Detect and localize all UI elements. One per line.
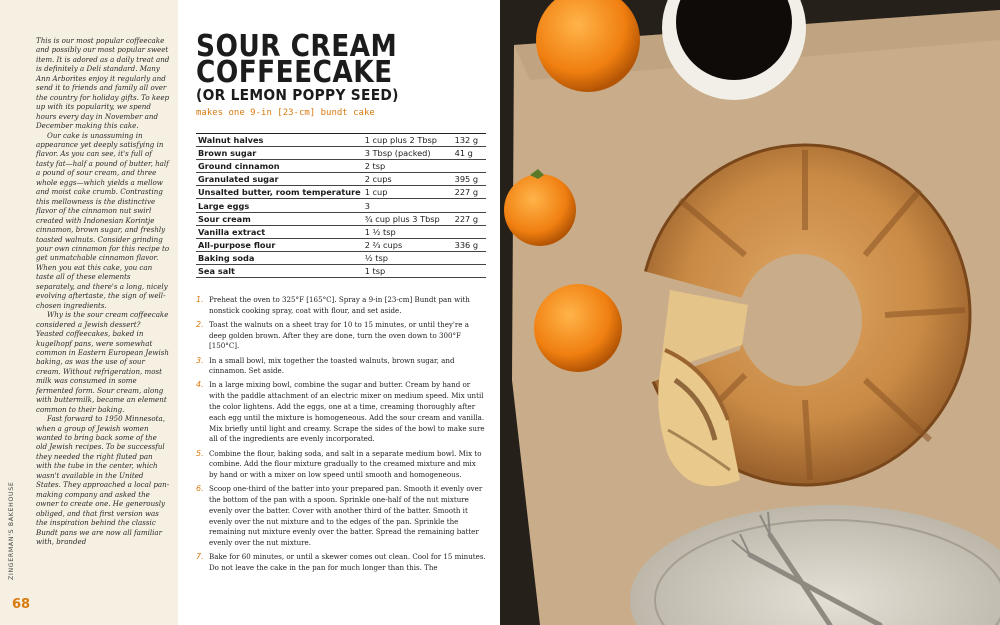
ingredient-weight: 227 g	[454, 213, 479, 224]
ingredient-quantity: ½ tsp	[364, 252, 388, 263]
ingredient-weight	[453, 160, 486, 173]
step-number: 7.	[196, 552, 204, 562]
ingredient-name: Vanilla extract	[198, 226, 266, 237]
ingredients-table	[196, 133, 486, 278]
ingredient-name: Large eggs	[198, 200, 250, 211]
step-item	[196, 356, 486, 378]
ingredient-row	[196, 199, 486, 212]
orange-middle-icon	[504, 174, 576, 246]
ingredient-name: Sea salt	[198, 265, 235, 276]
step-item	[196, 320, 486, 352]
intro-paragraph-3: Why is the sour cream coffeecake considered a Jewish dessert? Yeasted coffeecakes, baked in kugelhopf pans, were somewhat common in Eastern European Jewish baking, as was the use of sour cream. Without refrigeration, most milk was consumed in some fermented form. Sour cream, along with buttermilk, became an element common to their baking.	[36, 310, 169, 414]
recipe-yield: makes one 9-in [23-cm] bundt cake	[196, 108, 375, 118]
sidebar-intro-text	[36, 36, 170, 546]
ingredient-row	[196, 134, 486, 147]
step-item	[196, 484, 486, 549]
ingredient-name: Baking soda	[198, 252, 255, 263]
recipe-title	[196, 29, 460, 90]
ingredient-row	[196, 173, 486, 186]
ingredient-row	[196, 251, 486, 264]
ingredient-row	[196, 264, 486, 277]
ingredient-quantity: 3 Tbsp (packed)	[364, 148, 431, 159]
step-item	[196, 449, 486, 481]
ingredient-quantity: 2 cups	[364, 174, 392, 185]
ingredient-weight: 227 g	[454, 187, 479, 198]
step-number: 5.	[196, 448, 204, 458]
step-text: Bake for 60 minutes, or until a skewer comes out clean. Cool for 15 minutes. Do not leave the cake in the pan for much longer than this. The	[209, 552, 486, 573]
step-text: In a small bowl, mix together the toasted walnuts, brown sugar, and cinnamon. Set aside.	[209, 355, 455, 376]
coffeecake-photo-illustration	[500, 0, 1000, 625]
ingredient-quantity: 1 cup plus 2 Tbsp	[364, 135, 438, 146]
step-item	[196, 552, 486, 574]
intro-paragraph-2: Our cake is unassuming in appearance yet deeply satisfying in flavor. As you can see, it's full of tasty fat—half a pound of butter, half a pound of sour cream, and three whole eggs—which yields a mellow and moist cake crumb. Contrasting this mellowness is the distinctive flavor of the cinnamon nut swirl created with Indonesian Korintje cinnamon, brown sugar, and freshly toasted walnuts. Consider grinding your own cinnamon for this recipe to get unmatchable cinnamon flavor. When you eat this cake, you can taste all of these elements separately, and there's a long, nicely evolving aftertaste, the sign of well-chosen ingredients.	[36, 130, 170, 310]
ingredient-weight: 41 g	[454, 148, 473, 159]
recipe-title-line-1: SOUR CREAM	[196, 29, 398, 64]
recipe-title-line-2: COFFEECAKE	[196, 55, 393, 90]
ingredient-quantity: 1 ½ tsp	[364, 226, 396, 237]
orange-bottom-icon	[534, 284, 622, 372]
ingredient-row	[196, 186, 486, 199]
intro-paragraph-1: This is our most popular coffeecake and possibly our most popular sweet item. It is adored as a daily treat and is definitely a Deli standard. Many Ann Arborites enjoy it regularly and send it to friends and family all over the country for holiday gifts. To keep up with its popularity, we spend hours every day in November and December making this cake.	[36, 36, 170, 131]
page-number: 68	[12, 597, 31, 612]
ingredient-name: Walnut halves	[198, 135, 264, 146]
ingredient-quantity: 3	[364, 200, 370, 211]
recipe-steps	[196, 295, 486, 577]
ingredient-quantity: 1 tsp	[364, 265, 386, 276]
step-text: Combine the flour, baking soda, and salt in a separate medium bowl. Mix to combine. Add the flour mixture gradually to the creamed mixture and mix by hand or with a mixer on low speed until smooth and homogeneous.	[209, 448, 482, 480]
ingredient-row	[196, 238, 486, 251]
coffeecake-photo	[500, 0, 1000, 625]
step-item	[196, 295, 486, 317]
ingredient-row	[196, 225, 486, 238]
ingredient-name: Unsalted butter, room temperature	[198, 187, 361, 198]
step-number: 3.	[196, 355, 204, 365]
ingredient-name: Ground cinnamon	[198, 161, 280, 172]
ingredient-weight	[453, 264, 486, 277]
ingredient-weight: 336 g	[454, 239, 479, 250]
ingredient-quantity: 2 tsp	[364, 161, 386, 172]
ingredient-weight	[453, 225, 486, 238]
step-number: 6.	[196, 484, 204, 494]
ingredient-weight: 132 g	[454, 135, 479, 146]
step-text: Toast the walnuts on a sheet tray for 10 to 15 minutes, or until they're a deep golden brown. After they are done, turn the oven down to 300°F [150°C].	[209, 319, 469, 351]
ingredient-weight: 395 g	[454, 174, 479, 185]
step-text: Scoop one-third of the batter into your prepared pan. Smooth it evenly over the bottom of the pan with a spoon. Sprinkle one-half of the nut mixture evenly over the batter. Cover with another third of the batter. Smooth it evenly over the nut mixture and to the edges of the pan. Sprinkle the remaining nut mixture evenly over the batter. Spread the remaining batter evenly over the nut mixture.	[209, 484, 483, 548]
recipe-subtitle: (OR LEMON POPPY SEED)	[196, 86, 399, 104]
ingredient-weight	[453, 199, 486, 212]
ingredient-quantity: 2 ⅔ cups	[364, 239, 403, 250]
ingredient-name: Brown sugar	[198, 148, 257, 159]
step-number: 2.	[196, 319, 204, 329]
ingredient-row	[196, 147, 486, 160]
ingredient-row	[196, 160, 486, 173]
step-text: In a large mixing bowl, combine the sugar and butter. Cream by hand or with the paddle attachment of an electric mixer on medium speed. Mix until the color lightens. Add the eggs, one at a time, creaming thoroughly after each egg until the mixture is homogeneous. Add the sour cream and vanilla. Mix briefly until light and creamy. Scrape the sides of the bowl to make sure all of the ingredients are evenly incorporated.	[209, 380, 485, 444]
ingredient-name: All-purpose flour	[198, 239, 276, 250]
ingredient-row	[196, 212, 486, 225]
ingredient-name: Granulated sugar	[198, 174, 279, 185]
step-number: 1.	[196, 295, 204, 304]
book-spine-title: ZINGERMAN'S BAKEHOUSE	[8, 481, 15, 580]
step-number: 4.	[196, 380, 204, 390]
ingredients-table-body	[196, 134, 486, 278]
ingredient-name: Sour cream	[198, 213, 251, 224]
ingredient-quantity: 1 cup	[364, 187, 388, 198]
ingredient-weight	[453, 251, 486, 264]
step-item	[196, 380, 486, 445]
ingredient-quantity: ¾ cup plus 3 Tbsp	[364, 213, 440, 224]
intro-paragraph-4: Fast forward to 1950 Minnesota, when a group of Jewish women wanted to bring back some of the old Jewish recipes. To be successful they needed the right fluted pan with the tube in the center, which wasn't available in the United States. They approached a local pan-making company and asked the owner to create one. He generously obliged, and that first version was the inspiration behind the classic Bundt pans we are now all familiar with, branded	[36, 414, 170, 547]
step-text: Preheat the oven to 325°F [165°C]. Spray a 9-in [23-cm] Bundt pan with nonstick cooking spray, coat with flour, and set aside.	[209, 295, 470, 315]
